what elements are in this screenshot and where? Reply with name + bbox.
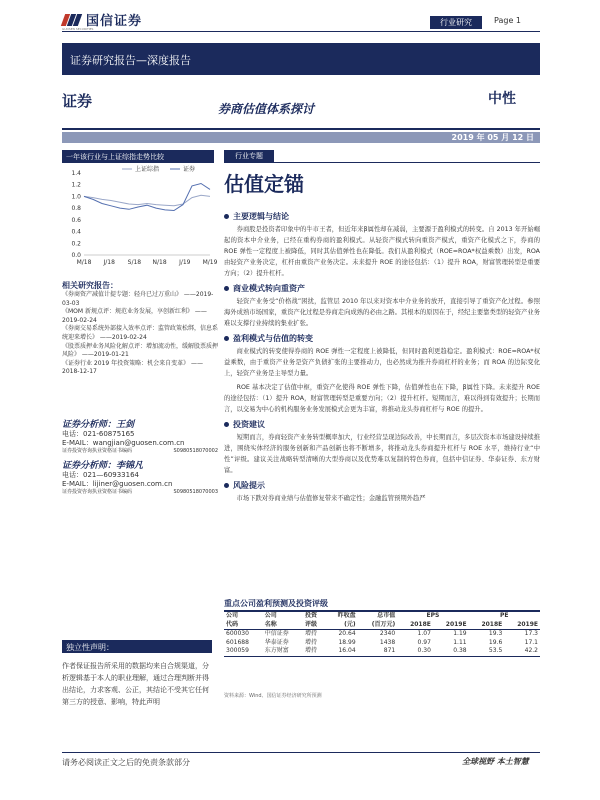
logo-text: 国信证券 (86, 14, 143, 29)
report-banner: 证券研究报告—深度报告 (62, 43, 540, 75)
analyst-block (62, 417, 218, 456)
related-item[interactable]: 《券商交易系统外部接入效率点评：监管政策松绑，信息系统迎来增长》 ——2019-02-24 (62, 325, 219, 341)
section-heading: 盈利模式与估值的转变 (224, 333, 540, 344)
paragraph: ROE 基本决定了估值中枢，重资产化使得 ROE 弹性下降，估值弹性也在下降，β属性下降。未来提升 ROE 的途径包括：（1）提升 ROA，财富管理转型是重要方向；（2）提升杠杆。短期而言，难以得到有效提升；长期而言，以交易为中心的机构服务业务发展模式会更为丰富，将推动龙头券商杠杆与 ROE 的提升。 (224, 384, 540, 413)
bullet-icon (224, 214, 229, 219)
y-tick-label: 1.2 (71, 181, 81, 189)
sector-name: 证券 (62, 92, 93, 110)
paragraph: 短期而言，券商轻资产业务转型概率加大，行业经营呈现边际改善，中长期而言，多层次资本市场建设持续推进，围绕实体经济的服务创新和产品创新也将不断增多，将推动龙头券商提升杠杆与 ROE 水平，维持行业“中性”评级。建议关注战略转型清晰的大型券商以及优势难以复制的特色券商，包括中信证券、华泰证券、东方财富。 (224, 434, 540, 474)
bullet-icon (224, 336, 229, 341)
related-item[interactable]: 《MOM 新规点评：规范业务发展，享创新红利》 ——2019-02-24 (62, 308, 207, 324)
analyst-email[interactable]: E-MAIL：lijiner@guosen.com.cn (62, 479, 173, 488)
series-line (84, 184, 210, 211)
section-heading: 风险提示 (224, 480, 540, 491)
table-title: 重点公司盈利预测及投资评级 (224, 598, 540, 612)
forecast-table (224, 598, 540, 657)
independence-header: 独立性声明： (62, 640, 212, 653)
analyst-cert: S0980518070003 (173, 489, 218, 495)
section-heading: 商业模式转向重资产 (224, 283, 540, 294)
footer-disclaimer: 请务必阅读正文之后的免责条款部分 (62, 758, 190, 767)
table-row: 600030 中信证券 增持 20.64 2340 1.07 1.19 19.3 17.3 (226, 630, 538, 637)
bullet-icon (224, 286, 229, 291)
title-rule (62, 128, 540, 130)
analyst-phone: 电话：021-60875165 (62, 430, 135, 438)
table-row: 300059 东方财富 增持 16.04 871 0.30 0.38 53.5 42.2 (226, 647, 538, 654)
related-item[interactable]: 《券商资产减值计提专题：轻舟已过万重山》 ——2019-03-03 (62, 291, 214, 307)
y-tick-label: 0.6 (71, 216, 81, 224)
x-tick-label: N/18 (152, 259, 167, 266)
source-note: 资料来源：Wind、国信证券经济研究所预测 (224, 693, 322, 699)
independence-text: 作者保证报告所采用的数据均来自合规渠道，分析逻辑基于本人的职业理解，通过合理判断并得出结论，力求客观、公正，其结论不受其它任何第三方的授意、影响，特此声明 (62, 662, 209, 706)
analyst-cert-label: 证券投资咨询执业资格证书编码 (62, 489, 133, 495)
x-tick-label: J/19 (179, 259, 191, 266)
topic-rule (224, 162, 540, 163)
report-date: 2019 年 05 月 12 日 (62, 132, 540, 143)
legend-label: 上证综指 (135, 166, 160, 173)
section-heading: 主要逻辑与结论 (224, 211, 540, 222)
main-heading: 估值定锚 (224, 172, 304, 196)
trend-chart (62, 163, 218, 273)
y-tick-label: 0.0 (71, 252, 81, 259)
related-list (62, 291, 218, 377)
paragraph: 市场下跌对券商业绩与估值修复带来不确定性；金融监管预期外趋严 (236, 495, 426, 502)
topic-tag: 行业专题 (224, 150, 274, 162)
y-tick-label: 1.0 (71, 193, 81, 201)
logo-mark-icon (62, 13, 80, 27)
y-tick-label: 0.8 (71, 205, 81, 213)
rating: 中性 (488, 91, 516, 107)
legend-label: 证券 (183, 166, 196, 173)
section-heading: 投资建议 (224, 419, 540, 430)
paragraph: 轻资产业务受“价格战”困扰，监管层 2010 年以来对资本中介业务的放开，直接引导了重资产化过程。参照海外成熟市场国家，重资产化过程是券商走向成熟的必由之路。其根本的原因在于，经纪主要靠类型的轻资产业务难以支撑行业持续的集业扩张。 (224, 298, 540, 327)
bullet-icon (224, 483, 229, 488)
paragraph: 商业模式的转变使得券商的 ROE 弹性一定程度上被降低，但同时盈利更趋稳定。盈利模式：ROE=ROA*权益乘数，由于重资产业务是资产负债扩张的主要推动力，也必然成为推升券商杠杆的业务；而 ROA 的边际变化上，轻资产业务是主导型力量。 (224, 348, 540, 377)
report-title: 券商估值体系探讨 (218, 102, 315, 116)
footer-slogan: 全球视野 本土智慧 (462, 757, 529, 766)
table-header-row: 代码 名称 评级 (元) (百万元) 2018E 2019E 2018E 2019E (226, 620, 538, 628)
report-body (224, 207, 540, 507)
y-tick-label: 0.4 (71, 228, 81, 236)
y-tick-label: 0.2 (71, 240, 81, 248)
related-item[interactable]: 《股票质押业务风险化解点评：增加流动性，缓解股票质押风险》 ——2019-01-21 (62, 342, 219, 359)
x-tick-label: M/19 (202, 259, 218, 266)
paragraph: 券商股是投资者印象中的牛市王者，但近年来β属性却在减弱，主要源于盈利模式的转变。自 2013 年开始崛起的资本中介业务，已经在重构券商的盈利模式。从轻资产模式转向重资产模式，重资产化模式之下，券商的 ROE 弹性一定程度上被降低，同时其估值弹性也在降低。我们从盈利模式（ROE=ROA*权益乘数）出发，ROA 由轻资产业务决定，杠杆由重资产业务决定。未来提升 ROE 的途径包括：（1）提升 ROA，财富管理转型是重要方向；（2）提升杠杆。 (224, 226, 540, 277)
analyst-cert: S0980518070002 (173, 448, 218, 454)
chart-header: 一年该行业与上证综指走势比较 (62, 150, 214, 163)
analyst-phone: 电话：021—60933164 (62, 471, 139, 479)
analyst-cert-label: 证券投资咨询执业资格证书编码 (62, 448, 133, 454)
x-tick-label: S/18 (127, 259, 142, 266)
header-tag: 行业研究 (430, 16, 482, 29)
analyst-email[interactable]: E-MAIL：wangjian@guosen.com.cn (62, 438, 185, 447)
table-row: 601688 华泰证券 增持 18.99 1438 0.97 1.11 19.6 17.1 (226, 638, 538, 646)
header-rule (62, 31, 540, 32)
bullet-icon (224, 422, 229, 427)
logo (62, 10, 142, 29)
analyst-name: 证券分析师：王剑 (62, 420, 135, 430)
page-number: Page 1 (494, 16, 521, 25)
x-tick-label: J/18 (103, 259, 115, 266)
y-tick-label: 1.4 (71, 170, 81, 177)
table-header-row: 公司 公司 投资 昨收盘 总市值 EPS PE (226, 612, 509, 619)
related-title: 相关研究报告： (62, 281, 118, 290)
footer-rule (62, 752, 540, 753)
related-item[interactable]: 《证券行业 2019 年投资策略：机会来自变革》 ——2018-12-17 (62, 359, 203, 376)
logo-subtext: GUOSEN SECURITIES (62, 27, 94, 31)
analyst-name: 证券分析师：李锦凡 (62, 461, 144, 471)
analyst-block (62, 458, 218, 497)
x-tick-label: M/18 (76, 259, 92, 266)
